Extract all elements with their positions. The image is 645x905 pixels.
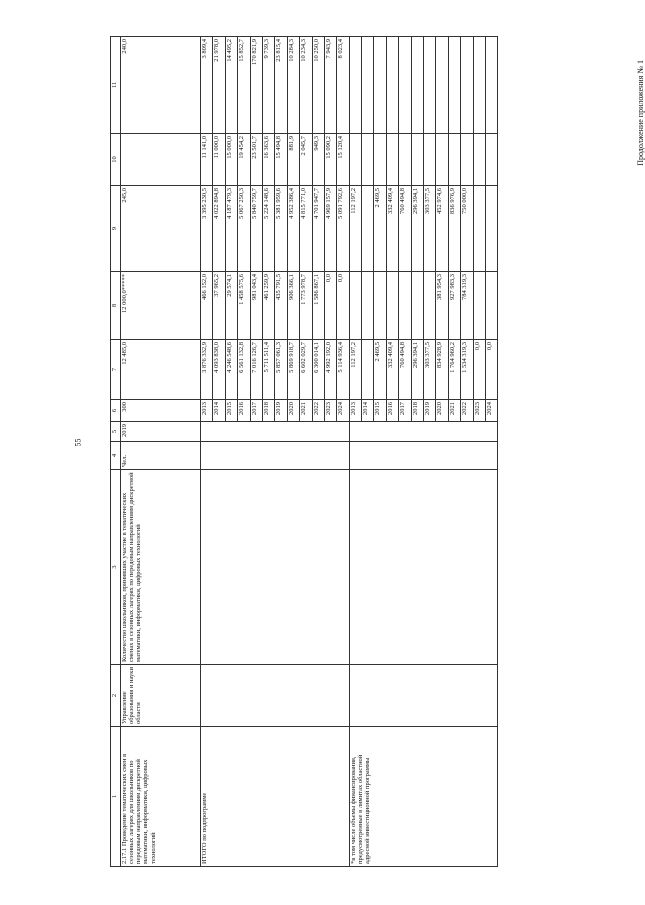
federal-cell: 0,0 xyxy=(324,272,336,340)
budget-table xyxy=(110,36,498,867)
measure-row xyxy=(121,37,201,867)
regional-cell xyxy=(362,186,374,272)
year-cell: 2014 xyxy=(213,400,225,422)
year-cell: 2014 xyxy=(362,400,374,422)
year-cell: 2013 xyxy=(201,400,213,422)
total-cell: 303 377,5 xyxy=(424,340,436,400)
federal-cell xyxy=(349,272,361,340)
total-cell: 6 561 132,8 xyxy=(238,340,250,400)
col-10: 10 xyxy=(111,134,121,186)
total-cell: 332 409,4 xyxy=(386,340,398,400)
total-empty-responsible xyxy=(201,665,350,727)
measure-name: 2.17.1 Проведение тематических смен в сезонных лагерях для школьников по передовым направлениям дискретной математики, информатики, цифровых технологий xyxy=(121,727,201,867)
local-cell: 23 501,7 xyxy=(250,134,262,186)
local-cell: 949,3 xyxy=(312,134,324,186)
year-cell: 2024 xyxy=(485,400,497,422)
indicator-target: 300 xyxy=(121,400,201,422)
total-cell: 296 394,1 xyxy=(411,340,423,400)
other-cell xyxy=(399,37,411,134)
regional-cell: 750 000,0 xyxy=(461,186,473,272)
federal-cell xyxy=(386,272,398,340)
year-cell: 2018 xyxy=(262,400,274,422)
total-cell: 6 602 029,7 xyxy=(300,340,312,400)
federal-cell: 784 319,3 xyxy=(461,272,473,340)
regional-cell: 4 952 386,4 xyxy=(287,186,299,272)
local-cell xyxy=(374,134,386,186)
federal-cell: 1 586 867,1 xyxy=(312,272,324,340)
local-cell: 16 363,6 xyxy=(262,134,274,186)
indicator-year: 2019 xyxy=(121,422,201,442)
total-cell: 5 711 511,4 xyxy=(262,340,274,400)
federal-cell xyxy=(362,272,374,340)
regional-cell: 296 394,1 xyxy=(411,186,423,272)
regional-cell: 4 815 771,0 xyxy=(300,186,312,272)
other-cell xyxy=(485,37,497,134)
local-cell: 881,9 xyxy=(287,134,299,186)
aip-row xyxy=(349,37,361,867)
total-cell: 3 876 332,9 xyxy=(201,340,213,400)
unit: Чел. xyxy=(121,442,201,470)
regional-cell xyxy=(473,186,485,272)
other-cell: 9 739,3 xyxy=(262,37,274,134)
total-cell: 0,0 xyxy=(473,340,485,400)
other-cell: 10 284,3 xyxy=(287,37,299,134)
total-cell: 5 857 061,3 xyxy=(275,340,287,400)
total-empty-unit xyxy=(201,442,350,470)
other-cell: 10 250,0 xyxy=(312,37,324,134)
regional-cell: 5 381 959,6 xyxy=(275,186,287,272)
total-cell: 834 928,9 xyxy=(436,340,448,400)
regional-cell: 836 976,9 xyxy=(448,186,460,272)
col-6: 6 xyxy=(111,400,121,422)
year-cell: 2017 xyxy=(250,400,262,422)
year-cell: 2013 xyxy=(349,400,361,422)
local-cell xyxy=(448,134,460,186)
year-cell: 2020 xyxy=(436,400,448,422)
federal-cell: 981 043,4 xyxy=(250,272,262,340)
measure-local xyxy=(121,134,201,186)
other-cell: 14 495,2 xyxy=(225,37,237,134)
measure-total: 12 485,0 xyxy=(121,340,201,400)
local-cell: 15 000,0 xyxy=(225,134,237,186)
total-row xyxy=(201,37,213,867)
total-cell: 112 197,2 xyxy=(349,340,361,400)
regional-cell: 4 701 947,7 xyxy=(312,186,324,272)
year-cell: 2018 xyxy=(411,400,423,422)
other-cell xyxy=(411,37,423,134)
federal-cell: 906 366,1 xyxy=(287,272,299,340)
year-cell: 2017 xyxy=(399,400,411,422)
year-cell: 2019 xyxy=(424,400,436,422)
federal-cell xyxy=(473,272,485,340)
federal-cell: 435 791,5 xyxy=(275,272,287,340)
federal-cell: 1 773 978,7 xyxy=(300,272,312,340)
local-cell: 11 141,0 xyxy=(201,134,213,186)
year-cell: 2016 xyxy=(386,400,398,422)
local-cell xyxy=(411,134,423,186)
local-cell xyxy=(399,134,411,186)
federal-cell xyxy=(485,272,497,340)
col-1: 1 xyxy=(111,727,121,867)
measure-federal: 12 000,0***** xyxy=(121,272,201,340)
federal-cell xyxy=(424,272,436,340)
regional-cell: 4 969 157,9 xyxy=(324,186,336,272)
other-cell: 15 852,7 xyxy=(238,37,250,134)
local-cell: 11 000,0 xyxy=(213,134,225,186)
total-cell: 2 469,5 xyxy=(374,340,386,400)
federal-cell xyxy=(374,272,386,340)
appendix-label: Продолжение приложения № 1 xyxy=(636,60,645,166)
local-cell: 2 045,7 xyxy=(300,134,312,186)
aip-empty-unit xyxy=(349,442,498,470)
local-cell xyxy=(461,134,473,186)
federal-cell: 461 259,9 xyxy=(262,272,274,340)
other-cell xyxy=(374,37,386,134)
total-empty-col5 xyxy=(201,422,350,442)
year-cell: 2023 xyxy=(473,400,485,422)
regional-cell: 760 494,8 xyxy=(399,186,411,272)
total-cell: 4 246 548,6 xyxy=(225,340,237,400)
regional-cell: 5 224 148,6 xyxy=(262,186,274,272)
federal-cell: 381 954,3 xyxy=(436,272,448,340)
total-cell: 760 494,8 xyxy=(399,340,411,400)
year-cell: 2021 xyxy=(300,400,312,422)
federal-cell: 0,0 xyxy=(337,272,349,340)
local-cell: 15 494,8 xyxy=(275,134,287,186)
local-cell xyxy=(485,134,497,186)
local-cell xyxy=(424,134,436,186)
total-cell: 0,0 xyxy=(485,340,497,400)
federal-cell xyxy=(399,272,411,340)
other-cell: 170 821,9 xyxy=(250,37,262,134)
local-cell: 15 090,2 xyxy=(324,134,336,186)
year-cell: 2015 xyxy=(225,400,237,422)
regional-cell: 4 187 479,3 xyxy=(225,186,237,272)
other-cell xyxy=(424,37,436,134)
regional-cell: 2 469,5 xyxy=(374,186,386,272)
other-cell: 21 978,0 xyxy=(213,37,225,134)
other-cell xyxy=(448,37,460,134)
other-cell: 7 943,9 xyxy=(324,37,336,134)
total-cell: 5 869 918,7 xyxy=(287,340,299,400)
year-cell: 2024 xyxy=(337,400,349,422)
total-label: ИТОГО по подпрограмме xyxy=(201,727,350,867)
year-cell: 2021 xyxy=(448,400,460,422)
total-cell: 5 114 936,4 xyxy=(337,340,349,400)
federal-cell: 29 574,1 xyxy=(225,272,237,340)
total-cell: 1 534 319,3 xyxy=(461,340,473,400)
regional-cell: 332 409,4 xyxy=(386,186,398,272)
other-cell: 10 234,3 xyxy=(300,37,312,134)
indicator-name: Количество школьников, принявших участие в тематических сменах в сезонных лагерях по передовым направлениям дискретной математики, информатики, цифровых технологий xyxy=(121,470,201,665)
total-cell: 4 093 838,0 xyxy=(213,340,225,400)
total-cell: 6 300 014,1 xyxy=(312,340,324,400)
year-cell: 2016 xyxy=(238,400,250,422)
other-cell: 8 023,4 xyxy=(337,37,349,134)
total-cell: 4 992 192,0 xyxy=(324,340,336,400)
local-cell: 15 120,4 xyxy=(337,134,349,186)
total-empty-indicator xyxy=(201,470,350,665)
federal-cell: 927 983,3 xyxy=(448,272,460,340)
measure-regional: 245,0 xyxy=(121,186,201,272)
local-cell xyxy=(362,134,374,186)
rotated-table-container xyxy=(110,37,630,867)
other-cell: 3 809,4 xyxy=(201,37,213,134)
col-9: 9 xyxy=(111,186,121,272)
regional-cell: 4 022 894,8 xyxy=(213,186,225,272)
total-cell xyxy=(362,340,374,400)
col-5: 5 xyxy=(111,422,121,442)
other-cell xyxy=(349,37,361,134)
page-number: 55 xyxy=(73,438,83,447)
year-cell: 2023 xyxy=(324,400,336,422)
col-11: 11 xyxy=(111,37,121,134)
year-cell: 2019 xyxy=(275,400,287,422)
local-cell: 19 454,2 xyxy=(238,134,250,186)
other-cell xyxy=(362,37,374,134)
other-cell xyxy=(461,37,473,134)
regional-cell: 303 377,5 xyxy=(424,186,436,272)
total-cell: 7 016 126,7 xyxy=(250,340,262,400)
regional-cell: 5 067 250,3 xyxy=(238,186,250,272)
regional-cell: 5 840 759,7 xyxy=(250,186,262,272)
aip-empty-responsible xyxy=(349,665,498,727)
federal-cell xyxy=(411,272,423,340)
other-cell xyxy=(436,37,448,134)
year-cell: 2022 xyxy=(312,400,324,422)
year-cell: 2015 xyxy=(374,400,386,422)
regional-cell: 112 197,2 xyxy=(349,186,361,272)
aip-empty-col5 xyxy=(349,422,498,442)
col-4: 4 xyxy=(111,442,121,470)
responsible-body: Управление образования и науки области xyxy=(121,665,201,727)
col-8: 8 xyxy=(111,272,121,340)
col-7: 7 xyxy=(111,340,121,400)
regional-cell xyxy=(485,186,497,272)
regional-cell: 452 974,6 xyxy=(436,186,448,272)
aip-empty-indicator xyxy=(349,470,498,665)
federal-cell: 1 458 575,6 xyxy=(238,272,250,340)
col-3: 3 xyxy=(111,470,121,665)
local-cell xyxy=(349,134,361,186)
local-cell xyxy=(473,134,485,186)
federal-cell: 37 965,2 xyxy=(213,272,225,340)
year-cell: 2022 xyxy=(461,400,473,422)
other-cell xyxy=(386,37,398,134)
year-cell: 2020 xyxy=(287,400,299,422)
local-cell xyxy=(436,134,448,186)
local-cell xyxy=(386,134,398,186)
col-2: 2 xyxy=(111,665,121,727)
other-cell: 23 815,4 xyxy=(275,37,287,134)
regional-cell: 3 395 230,5 xyxy=(201,186,213,272)
federal-cell: 466 152,0 xyxy=(201,272,213,340)
column-number-row xyxy=(111,37,121,867)
aip-label: *в том числе объемы финансирования, предусмотренные в лимитах областной адресной инвестиционной программы xyxy=(349,727,498,867)
measure-other: 240,0 xyxy=(121,37,201,134)
total-cell: 1 764 960,2 xyxy=(448,340,460,400)
regional-cell: 5 091 792,6 xyxy=(337,186,349,272)
other-cell xyxy=(473,37,485,134)
